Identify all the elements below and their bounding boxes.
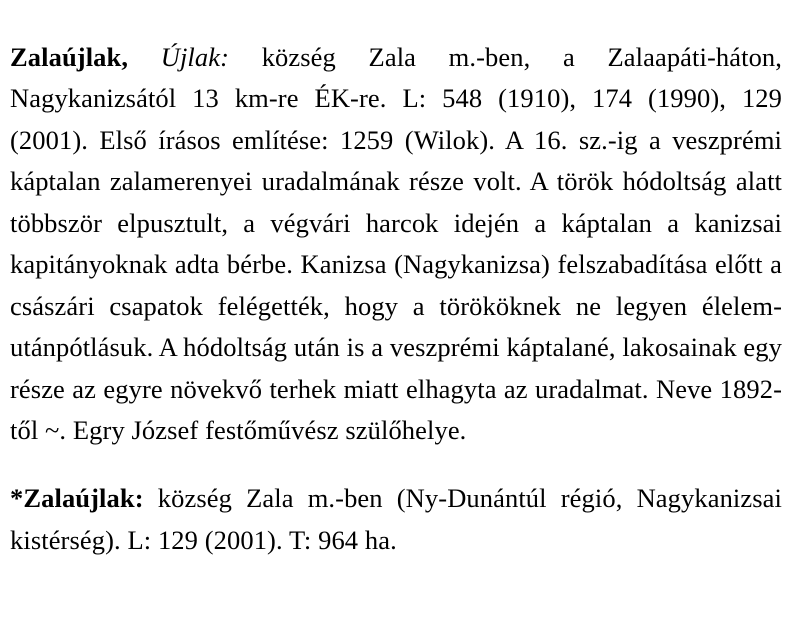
entry-headword: *Zalaújlak: (10, 483, 144, 513)
entry-headword: Zalaújlak, (10, 41, 129, 72)
dictionary-entry (10, 37, 782, 452)
entry-body: község Zala m.-ben (Ny-Dunántúl régió, Nagykanizsai kistérség). L: 129 (2001). T: 964 ha. (10, 483, 782, 555)
dictionary-entry (10, 478, 782, 561)
entry-alt-form: Újlak: (160, 41, 230, 72)
entry-body: község Zala m.-ben, a Zalaapáti-háton, Nagykanizsától 13 km-re ÉK-re. L: 548 (1910), 174 (1990), 129 (2001). Első írásos említése: 1259 (Wilok). A 16. sz.-ig a veszprémi káptalan zalamerenyei uradalmának része volt. A török hódoltság alatt többször elpusztult, a végvári harcok idején a káptalan a kanizsai kapitányoknak adta bérbe. Kanizsa (Nagykanizsa) felszabadítása előtt a császári csapatok felégették, hogy a törököknek ne legyen élelem-utánpótlásuk. A hódoltság után is a veszprémi káptalané, lakosainak egy része az egyre növekvő terhek miatt elhagyta az uradalmat. Neve 1892-től ~. Egry József festőművész szülőhelye. (10, 41, 782, 445)
